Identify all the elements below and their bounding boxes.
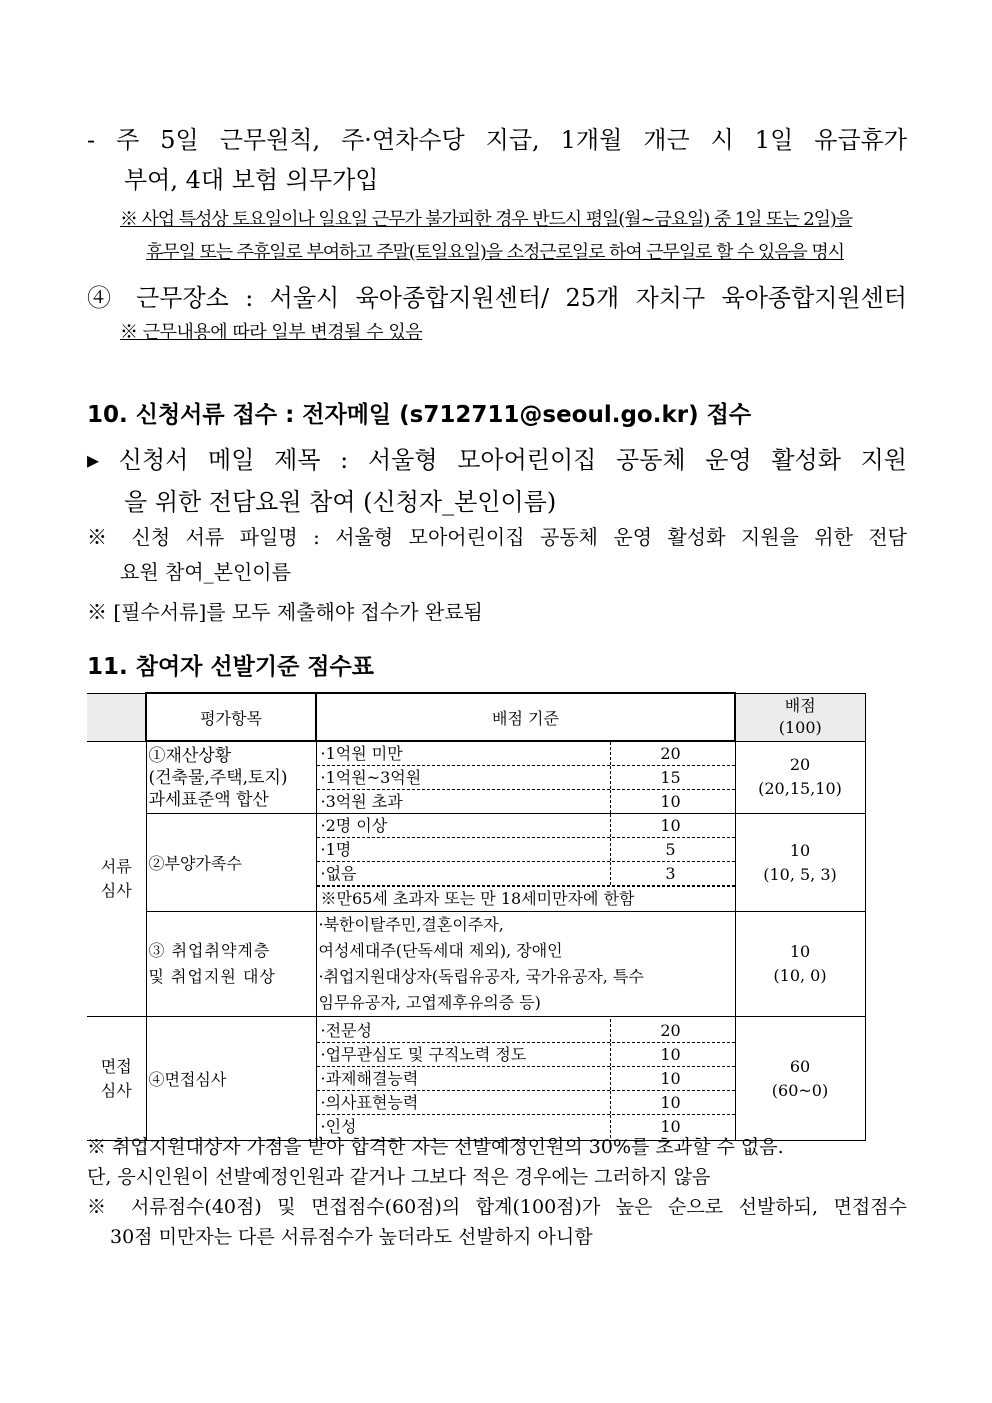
footnote-line: 30점 미만자는 다른 서류점수가 높더라도 선발하지 아니함 [110, 1226, 593, 1248]
header-item: 평가항목 [146, 693, 316, 741]
body-line: 요원 참여_본인이름 [120, 560, 291, 584]
criteria-text: ·업무관심도 및 구직노력 정도 [320, 1045, 527, 1064]
group-document: 서류 심사 [87, 741, 146, 1017]
table-row [87, 814, 865, 912]
item-dependents: ②부양가족수 [146, 814, 316, 912]
score-dependents: 10 (10, 5, 3) [735, 814, 865, 912]
body-line: 부여, 4대 보험 의무가입 [124, 166, 379, 194]
criteria-property [316, 741, 735, 814]
criteria-text: ·전문성 [320, 1021, 372, 1040]
criteria-dependents [316, 814, 735, 912]
criteria-text: ·3억원 초과 [320, 792, 403, 811]
score-vulnerable: 10 (10, 0) [735, 912, 865, 1017]
criteria-points: 3 [610, 862, 731, 885]
table-row [87, 912, 865, 1017]
group-interview: 면접 심사 [87, 1017, 146, 1141]
table-row [87, 741, 865, 814]
criteria-points: 10 [610, 1043, 731, 1066]
criteria-points: 10 [610, 1115, 731, 1138]
score-property: 20 (20,15,10) [735, 741, 865, 814]
criteria-interview [316, 1017, 735, 1141]
note-line: ※ 사업 특성상 토요일이나 일요일 근무가 불가피한 경우 반드시 평일(월~금요일) 중 1일 또는 2일)을 [120, 209, 853, 230]
criteria-points: 10 [610, 1067, 731, 1090]
criteria-points: 10 [610, 814, 731, 837]
score-interview: 60 (60~0) [735, 1017, 865, 1141]
criteria-vulnerable: ·북한이탈주민,결혼이주자, 여성세대주(단독세대 제외), 장애인 ·취업지원대상자(독립유공자, 국가유공자, 특수 임무유공자, 고엽제후유의증 등) [316, 912, 735, 1017]
body-line: ▸ 신청서 메일 제목 : 서울형 모아어린이집 공동체 운영 활성화 지원 [87, 446, 907, 474]
table-row [87, 1017, 865, 1141]
criteria-text: ·의사표현능력 [320, 1093, 419, 1112]
criteria-text: ·1억원 미만 [320, 744, 403, 763]
criteria-text: ·과제해결능력 [320, 1069, 419, 1088]
footnote-line: ※ 서류점수(40점) 및 면접점수(60점)의 합계(100점)가 높은 순으로 선발하되, 면접점수 [87, 1196, 907, 1218]
criteria-text: ·1명 [320, 840, 352, 859]
criteria-points: 10 [610, 1091, 731, 1114]
section-heading: 10. 신청서류 접수 : 전자메일 (s712711@seoul.go.kr) 접수 [87, 402, 752, 428]
footnote-line: 단, 응시인원이 선발예정인원과 같거나 그보다 적은 경우에는 그러하지 않음 [87, 1166, 711, 1188]
item-vulnerable: ③ 취업취약계층 및 취업지원 대상 [146, 912, 316, 1017]
criteria-text: ·인성 [320, 1117, 357, 1136]
header-score: 배점 (100) [735, 693, 865, 741]
body-line: - 주 5일 근무원칙, 주·연차수당 지급, 1개월 개근 시 1일 유급휴가 [87, 126, 907, 154]
body-line: ※ [필수서류]를 모두 제출해야 접수가 완료됨 [87, 600, 483, 624]
body-line: ④ 근무장소 : 서울시 육아종합지원센터/ 25개 자치구 육아종합지원센터 [87, 284, 907, 312]
item-interview: ④면접심사 [146, 1017, 316, 1141]
criteria-points: 20 [610, 1019, 731, 1042]
body-line: 을 위한 전담요원 참여 (신청자_본인이름) [124, 488, 557, 516]
note-line: 휴무일 또는 주휴일로 부여하고 주말(토일요일)을 소정근로일로 하여 근무일로 할 수 있음을 명시 [146, 242, 844, 263]
item-property: ①재산상황 (건축물,주택,토지) 과세표준액 합산 [146, 741, 316, 814]
criteria-text: ·2명 이상 [320, 816, 388, 835]
criteria-text: ·없음 [320, 864, 357, 883]
criteria-note: ※만65세 초과자 또는 만 18세미만자에 한함 [317, 886, 735, 911]
criteria-points: 10 [610, 790, 731, 813]
section-heading: 11. 참여자 선발기준 점수표 [87, 654, 374, 680]
body-line: ※ 신청 서류 파일명 : 서울형 모아어린이집 공동체 운영 활성화 지원을 위한 전담 [87, 525, 907, 549]
table-header-row [87, 693, 865, 741]
note-line: ※ 근무내용에 따라 일부 변경될 수 있음 [120, 322, 423, 343]
criteria-points: 5 [610, 838, 731, 861]
criteria-points: 20 [610, 742, 731, 765]
header-criteria: 배점 기준 [316, 693, 735, 741]
criteria-text: ·1억원~3억원 [320, 768, 422, 787]
criteria-points: 15 [610, 766, 731, 789]
footnote-line: ※ 취업지원대상자 가점을 받아 합격한 자는 선발예정인원의 30%를 초과할 수 없음. [87, 1136, 784, 1158]
score-table [87, 692, 866, 1141]
